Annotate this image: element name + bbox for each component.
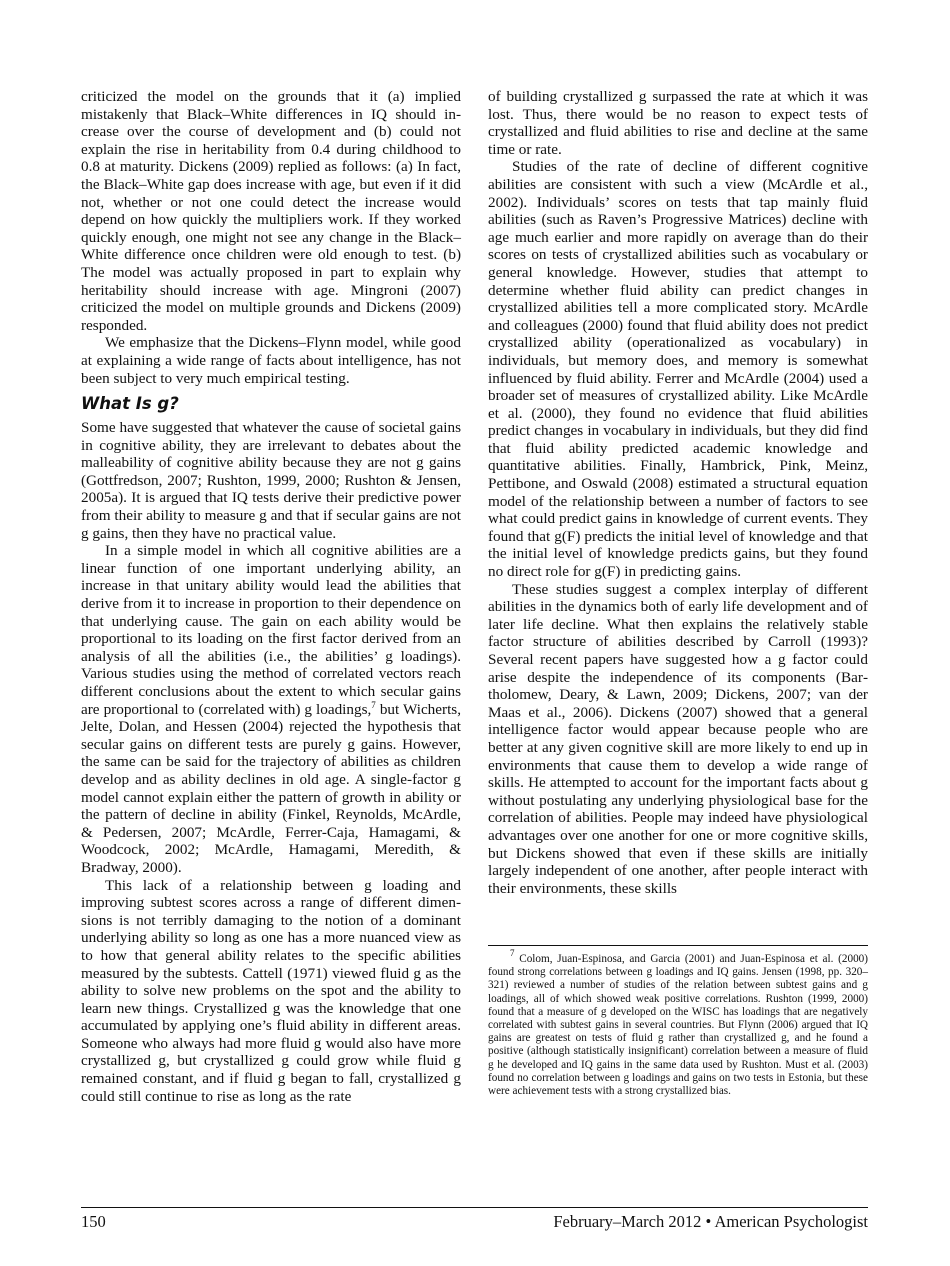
footnote-number: 7 <box>510 948 515 958</box>
body-paragraph <box>81 542 461 876</box>
body-paragraph: Studies of the rate of decline of different cognitive abilities are consistent with such a view (McArdle et al., 2002). Individuals’ scores on tests that tap mainly fluid abilities (such as Raven’s Progressive Matrices) decline with age much earlier and more rapidly on average than do their scores on tests of crystallized abilities such as vocabulary or general knowledge. However, studies that attempt to determine whether fluid ability can predict changes in crystallized abilities tell a more complicated story. McArdle and colleagues (2000) found that fluid ability does not predict crystallized ability (operationalized as vocabulary) in individuals, but memory does, and memory is somewhat influenced by fluid ability. Ferrer and McArdle (2004) used a broader set of measures of crystallized ability. Like McArdle et al. (2000), they found no evidence that fluid abilities predict changes in vocabulary in individuals, but they did find that fluid ability predicted academic knowledge and quantitative abilities. Finally, Hambrick, Pink, Meinz, Pettibone, and Oswald (2008) estimated a structural equation model of the relationship between a number of factors to see what could predict gains in knowledge of current events. They found that g(F) predicts the initial level of knowledge and that the initial level of knowledge predicts gains, but they found no direct role for g(F) in predicting gains. <box>488 158 868 581</box>
page-number: 150 <box>81 1212 106 1231</box>
footnote-reference[interactable]: 7 <box>371 699 376 710</box>
section-heading: What Is g? <box>81 394 179 414</box>
footer-divider <box>81 1207 868 1208</box>
right-column <box>488 88 868 897</box>
footnote-text: Colom, Juan-Espinosa, and Garcia (2001) and Juan-Espinosa et al. (2000) found strong correlations between g loadings and IQ gains. Jensen (1998, pp. 320–321) reviewed a number of studies of the relation between subtest gains and g loadings, all of which showed weak positive correlations. Rushton (1999, 2000) found that a measure of g developed on the WISC has loadings that are negatively correlated with subtest gains in several countries. But Flynn (2006) argued that IQ gains are greatest on tests of fluid g rather than crystallized g, and he found a positive (although statistically insignificant) correlation between a measure of fluid g he developed and IQ gains in the same data used by Rushton. Must et al. (2003) found no correlation between g loadings and gains on two tests in Estonia, but these were achievement tests with a strong crystallized bias. <box>488 953 868 1098</box>
left-column <box>81 88 461 1105</box>
body-paragraph: We emphasize that the Dickens–Flynn model, while good at explaining a wide range of facts about intelligence, has not been subject to very much empirical testing. <box>81 334 461 387</box>
body-paragraph: These studies suggest a complex interplay of different abilities in the dynamics both of early life development and of later life decline. What then explains the relatively stable factor structure of abilities described by Carroll (1993)? Several recent papers have suggested how a g factor could arise despite the independence of its components (Bartholomew, Deary, & Lawn, 2009; Dickens, 2007; van der Maas et al., 2006). Dickens (2007) showed that a general intelligence factor would appear because people who are better at any given cognitive skill are more likely to end up in environments that cause them to develop a wide range of skills. He attempted to account for the important facts about g without postulating any underlying physiological base for the correlation of abilities. People may indeed have physiological advantages over one another for one or more cognitive skills, but Dickens showed that even if these skills are initially largely independent of one another, after people interact with their environments, these skills <box>488 580 868 897</box>
footnote <box>488 948 868 1098</box>
body-paragraph: of building crystallized g surpassed the rate at which it was lost. Thus, there would be no reason to expect tests of crystallized and fluid abilities to rise and decline at the same time or rate. <box>488 88 868 158</box>
body-paragraph: criticized the model on the grounds that it (a) implied mistakenly that Black–White differences in IQ should increase over the course of development and (b) could not explain the rise in heritability from 0.4 during childhood to 0.8 at maturity. Dickens (2009) replied as follows: (a) In fact, the Black–White gap does increase with age, but even if it did not, whether or not one could detect the increase would depend on how quickly the multipliers work. If they worked quickly enough, one might not see any change in the Black–White difference once children were old enough to test. (b) The model was actually proposed in part to explain why heritability should increase with age. Mingroni (2007) criticized the model on multiple grounds and Dickens (2009) responded. <box>81 88 461 334</box>
journal-info: February–March 2012 • American Psychologist <box>553 1212 868 1231</box>
body-paragraph: This lack of a relationship between g loading and improving subtest scores across a range of different dimensions is not terribly damaging to the notion of a dominant underlying ability so long as one has a more nuanced view as to how that general ability relates to the specific abilities measured by the subtests. Cattell (1971) viewed fluid g as the ability to solve new problems on the spot and the ability to learn new things. Crystallized g was the knowledge that one accumulated by applying one’s fluid ability in different areas. Someone who always had more fluid g would also have more crystallized g, but crystallized g could grow while fluid g remained constant, and if fluid g began to fall, crystallized g could still continue to rise as long as the rate <box>81 876 461 1105</box>
paragraph-text: In a simple model in which all cognitive abilities are a linear function of one important underlying ability, an increase in that unitary ability would lead the abilities that derive from it to increase in proportion to their dependence on that underlying cause. The gain on each ability would be proportional to its loading on the first factor derived from an analysis of all the abilities (i.e., the abilities’ g loadings). Various studies using the method of correlated vectors reach different conclusions about the extent to which secular gains are proportional to (correlated with) g loadings, <box>81 542 461 718</box>
footnote-divider <box>488 945 868 946</box>
paragraph-text: but Wicherts, Jelte, Dolan, and Hessen (2004) rejected the hypothesis that secular gains on different tests are purely g gains. However, the same can be said for the trajectory of abilities as children develop and as ability declines in old age. A single-factor g model cannot explain either the pattern of growth in ability or the pattern of decline in ability (Finkel, Reynolds, McArdle, & Pedersen, 2007; McArdle, Ferrer-Caja, Hamagami, & Woodcock, 2002; McArdle, Hamagami, Meredith, & Bradway, 2000). <box>81 700 461 876</box>
body-paragraph: Some have suggested that whatever the cause of societal gains in cognitive ability, they are irrelevant to debates about the malleability of cognitive ability because they are not g gains (Gottfredson, 2007; Rushton, 1999, 2000; Rushton & Jensen, 2005a). It is argued that IQ tests derive their predictive power from their ability to measure g and that if secular gains are not g gains, then they have no practical value. <box>81 419 461 542</box>
